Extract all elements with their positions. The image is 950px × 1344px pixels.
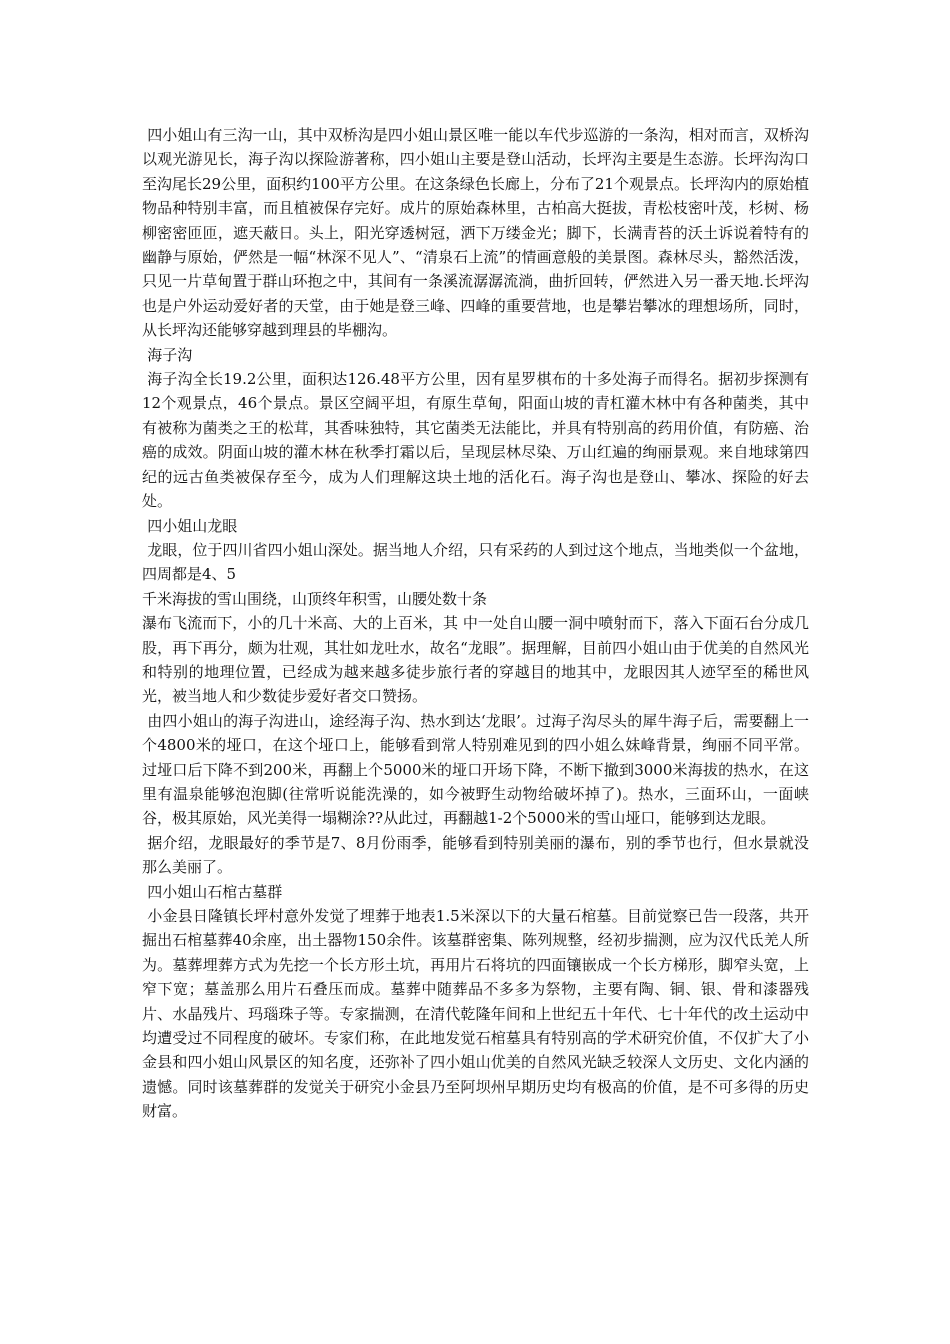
heading-stone-coffins: 四小姐山石棺古墓群 bbox=[147, 882, 283, 901]
paragraph-changping: 四小姐山有三沟一山，其中双桥沟是四小姐山景区唯一能以车代步巡游的一条沟，相对而言，双桥沟以观光游见长，海子沟以探险游著称，四小姐山主要是登山活动，长坪沟主要是生态游。长坪沟沟口至沟尾长29公里，面积约100平方公里。在这条绿色长廊上，分布了21个观景点。长坪沟内的原始植物品种特别丰富，而且植被保存完好。成片的原始森林里，古柏高大挺拔，青松枝密叶茂，杉树、杨柳密密匝匝，遮天蔽日。头上，阳光穿透树冠，洒下万缕金光；脚下，长满青苔的沃土诉说着特有的幽静与原始，俨然是一幅“林深不见人”、“清泉石上流”的情画意般的美景图。森林尽头，豁然活泼，只见一片草甸置于群山环抱之中，其间有一条溪流潺潺流淌，曲折回转，俨然进入另一番天地.长坪沟也是户外运动爱好者的天堂，由于她是登三峰、四峰的重要营地，也是攀岩攀冰的理想场所，同时，从长坪沟还能够穿越到理县的毕棚沟。 bbox=[142, 126, 809, 340]
heading-longyan: 四小姐山龙眼 bbox=[147, 516, 238, 535]
paragraph-haizigou: 海子沟全长19.2公里，面积达126.48平方公里，因有星罗棋布的十多处海子而得名。据初步探测有12个观景点，46个景点。景区空阔平坦，有原生草甸，阳面山坡的青杠灌木林中有各种菌类，其中有被称为菌类之王的松茸，其香味独特，其它菌类无法能比，并具有特别高的药用价值，有防癌、治癌的成效。阴面山坡的灌木林在秋季打霜以后，呈现层林尽染、万山红遍的绚丽景观。来自地球第四纪的远古鱼类被保存至今，成为人们理解这块土地的活化石。海子沟也是登山、攀冰、探险的好去处。 bbox=[142, 370, 809, 511]
paragraph-longyan-waterfall: 瀑布飞流而下，小的几十米高、大的上百米，其 中一处自山腰一洞中喷射而下，落入下面石台分成几股，再下再分，颇为壮观，其壮如龙吐水，故名“龙眼”。据理解，目前四小姐山由于优美的自然风光和特别的地理位置，已经成为越来越多徒步旅行者的穿越目的地其中，龙眼因其人迹罕至的稀世风光，被当地人和少数徒步爱好者交口赞扬。 bbox=[142, 614, 809, 706]
paragraph-longyan-intro: 龙眼，位于四川省四小姐山深处。据当地人介绍，只有采药的人到过这个地点，当地类似一个盆地，四周都是4、5 bbox=[142, 540, 809, 584]
document-page bbox=[142, 123, 809, 1124]
paragraph-longyan-season: 据介绍，龙眼最好的季节是7、8月份雨季，能够看到特别美丽的瀑布，别的季节也行，但水景就没那么美丽了。 bbox=[142, 833, 809, 877]
paragraph-stone-coffins: 小金县日隆镇长坪村意外发觉了埋葬于地表1.5米深以下的大量石棺墓。目前觉察已告一段落，共开掘出石棺墓葬40余座，出土器物150余件。该墓群密集、陈列规整，经初步揣测，应为汉代氐羌人所为。墓葬埋葬方式为先挖一个长方形土坑，再用片石将坑的四面镶嵌成一个长方梯形，脚窄头宽，上窄下宽；墓盖那么用片石叠压而成。墓葬中随葬品不多多为祭物，主要有陶、铜、银、骨和漆器残片、水晶残片、玛瑙珠子等。专家揣测，在清代乾隆年间和上世纪五十年代、七十年代的改土运动中均遭受过不同程度的破坏。专家们称，在此地发觉石棺墓具有特别高的学术研究价值，不仅扩大了小金县和四小姐山风景区的知名度，还弥补了四小姐山优美的自然风光缺乏较深人文历史、文化内涵的遗憾。同时该墓葬群的发觉关于研究小金县乃至阿坝州早期历史均有极高的价值，是不可多得的历史财富。 bbox=[142, 907, 809, 1121]
paragraph-longyan-route: 由四小姐山的海子沟进山，途经海子沟、热水到达‘龙眼’。过海子沟尽头的犀牛海子后，需要翻上一个4800米的垭口，在这个垭口上，能够看到常人特别难见到的四小姐么妹峰背景，绚丽不同平常。过垭口后下降不到200米，再翻上个5000米的垭口开场下降，不断下撤到3000米海拔的热水，在这里有温泉能够泡泡脚(往常听说能洗澡的，如今被野生动物给破坏掉了)。热水，三面环山，一面峡谷，极其原始，风光美得一塌糊涂??从此过，再翻越1-2个5000米的雪山垭口，能够到达龙眼。 bbox=[142, 711, 809, 828]
paragraph-longyan-line: 千米海拔的雪山围绕，山顶终年积雪，山腰处数十条 bbox=[142, 589, 488, 608]
heading-haizigou: 海子沟 bbox=[147, 345, 193, 364]
